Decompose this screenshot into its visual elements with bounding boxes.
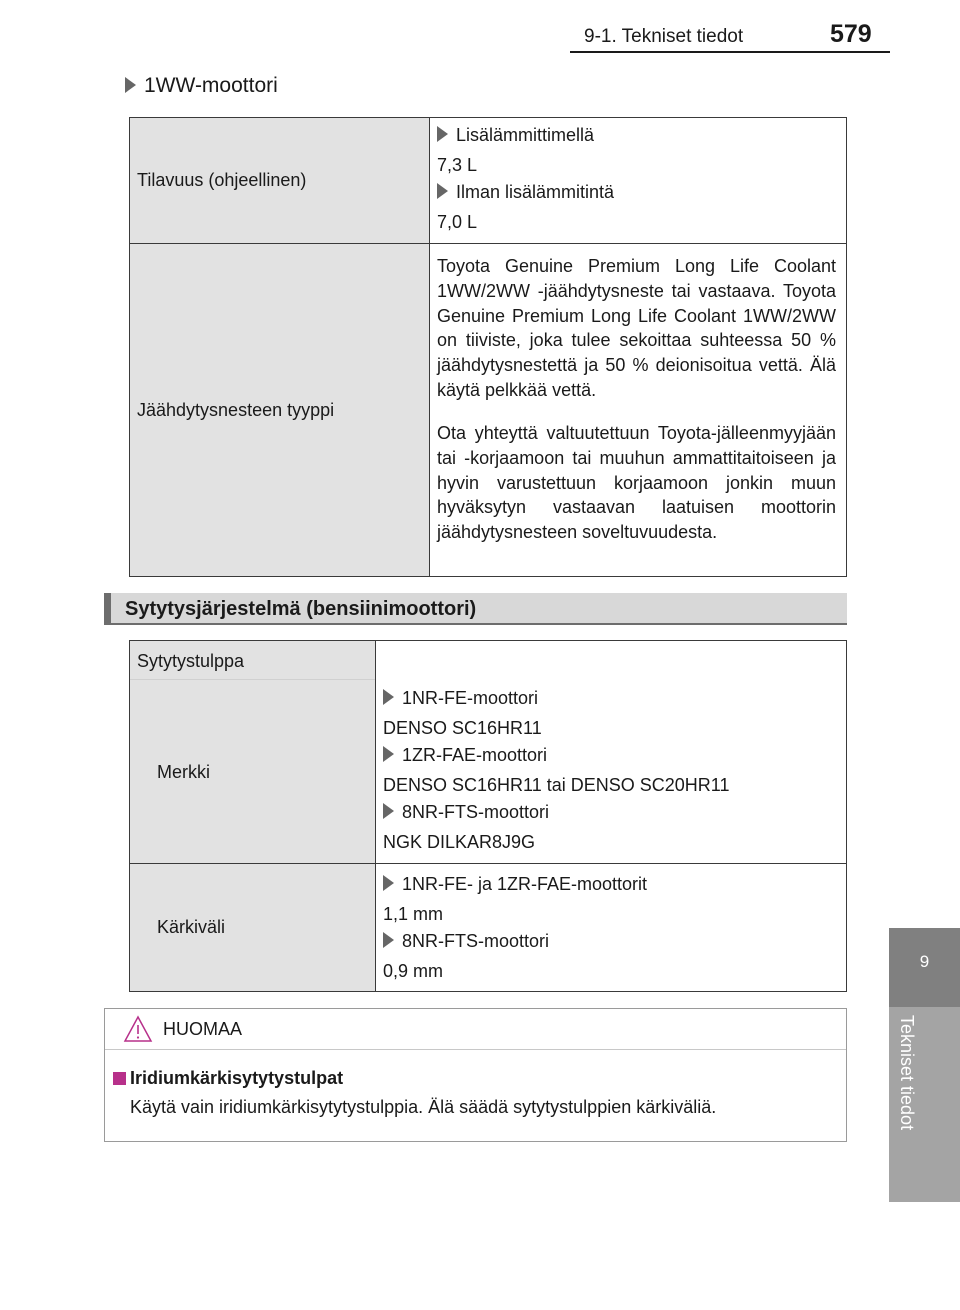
triangle-bullet-icon [437,183,448,199]
warning-icon [123,1015,153,1043]
triangle-bullet-icon [383,803,394,819]
plug-label: Sytytystulppa [137,651,245,671]
coolant-table [129,117,847,577]
header-rule [570,51,890,53]
table-row [130,244,847,577]
volume-label: Tilavuus (ohjeellinen) [130,118,430,244]
gap-value-2: 0,9 mm [383,961,444,981]
square-bullet-icon [113,1072,126,1085]
section-title: Sytytysjärjestelmä (bensiinimoottori) [104,593,847,625]
with-heater-value: 7,3 L [437,155,478,175]
ignition-table [129,640,847,992]
coolant-type-label: Jäähdytysnesteen tyyppi [130,244,430,577]
page-number: 579 [830,20,872,48]
notice-text: Käytä vain iridiumkärkisytytystulppia. Älä säädä sytytystulppien kärkiväliä. [130,1097,717,1117]
engine1-value: DENSO SC16HR11 [383,718,542,738]
gap-value-1: 1,1 mm [383,904,444,924]
notice-header [105,1009,846,1050]
notice-title: Iridiumkärkisytytystulpat [130,1068,344,1088]
chapter-tab-label: Tekniset tiedot [897,1015,917,1131]
divider [130,679,375,680]
spark-plug-values: 1NR-FE-moottori DENSO SC16HR11 1ZR-FAE-moottori DENSO SC16HR11 tai DENSO SC20HR11 8NR-FTS-moottori NGK DILKAR8J9G [376,641,847,864]
triangle-bullet-icon [125,77,136,93]
spark-plug-label [130,641,376,864]
engine2-value: DENSO SC16HR11 tai DENSO SC20HR11 [383,775,730,795]
triangle-bullet-icon [383,746,394,762]
engine-heading: 1WW-moottori [125,74,278,98]
triangle-bullet-icon [437,126,448,142]
running-header: 9-1. Tekniset tiedot [584,26,744,47]
chapter-number: 9 [919,952,930,971]
notice-box [104,1008,847,1142]
chapter-tab[interactable] [889,928,960,1007]
engine3-value: NGK DILKAR8J9G [383,832,536,852]
triangle-bullet-icon [383,875,394,891]
coolant-type-value: Toyota Genuine Premium Long Life Coolant 1WW/2WW -jäähdytysneste tai vastaava. Toyota Genuine Premium Long Life Coolant 1WW/2WW on tiiviste, joka tulee sekoittaa suhteessa 50 % jäähdytysnestettä ja 50 % deionisoitua vettä. Älä käytä pelkkää vettä. Ota yhteyttä valtuutettuun Toyota-jälleenmyyjään tai -korjaamoon tai muuhun ammattitaitoiseen ja hyvin varustettuun korjaamoon jonkin muun hyväksytyn vastaavan laatuisen moottorin jäähdytysnesteen soveltuvuudesta. [430,244,847,577]
brand-label: Merkki [157,762,210,782]
triangle-bullet-icon [383,689,394,705]
gap-label: Kärkiväli [130,864,376,992]
table-row [130,641,847,864]
volume-values: Lisälämmittimellä 7,3 L Ilman lisälämmitintä 7,0 L [430,118,847,244]
triangle-bullet-icon [383,932,394,948]
table-row [130,118,847,244]
without-heater-value: 7,0 L [437,212,478,232]
table-row [130,864,847,992]
notice-heading: HUOMAA [163,1019,243,1039]
gap-values: 1NR-FE- ja 1ZR-FAE-moottorit 1,1 mm 8NR-FTS-moottori 0,9 mm [376,864,847,992]
